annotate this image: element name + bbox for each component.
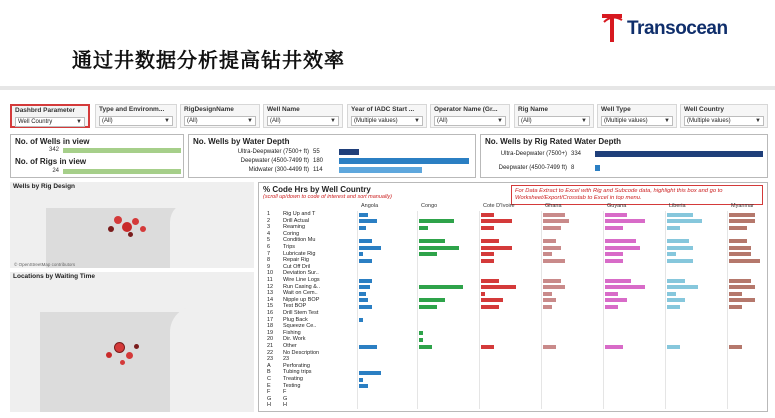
- code-number: B: [267, 369, 271, 376]
- code-number: A: [267, 362, 271, 369]
- rated-depth-value: 8: [571, 165, 575, 171]
- kpi-panel: [10, 134, 184, 178]
- code-bar[interactable]: [729, 219, 755, 223]
- country-header: Myanmar: [731, 203, 754, 209]
- filter-label: Rig Name: [518, 106, 548, 113]
- code-label: No Description: [283, 349, 320, 356]
- code-bar[interactable]: [419, 345, 432, 349]
- export-note[interactable]: For Data Extract to Excel with Rig and Subcode data, highlight this box and go to Worksheet/Export/Crosstab to Excel in top menu.: [511, 185, 763, 205]
- code-bar[interactable]: [359, 239, 372, 243]
- code-label: F: [283, 389, 287, 396]
- filter-label: Well Name: [267, 106, 300, 113]
- code-bar[interactable]: [667, 292, 676, 296]
- code-bar[interactable]: [481, 345, 494, 349]
- water-depth-label: Ultra-Deepwater (7500+ ft): [237, 149, 309, 155]
- code-bar[interactable]: [543, 252, 552, 256]
- filter-dropdown[interactable]: (Multiple values) ▼: [351, 116, 423, 126]
- code-bar[interactable]: [543, 345, 556, 349]
- code-label: Trips: [283, 244, 296, 250]
- chevron-down-icon: ▼: [664, 118, 670, 124]
- code-bar[interactable]: [419, 239, 445, 243]
- chevron-down-icon: ▼: [247, 118, 253, 124]
- code-bar[interactable]: [667, 259, 693, 263]
- water-depth-bar: [339, 149, 359, 155]
- code-bar[interactable]: [667, 298, 685, 302]
- code-bar[interactable]: [481, 298, 503, 302]
- country-header: Congo: [421, 203, 438, 209]
- code-bar[interactable]: [667, 305, 680, 309]
- rigs-count-bar: [63, 169, 181, 174]
- code-bar[interactable]: [667, 226, 680, 230]
- country-header: Cote D'Ivoire: [483, 203, 515, 209]
- wells-count-value: 342: [48, 147, 59, 153]
- column-gridline: [603, 211, 604, 409]
- filter-well-name[interactable]: [263, 104, 343, 128]
- code-bar[interactable]: [481, 292, 485, 296]
- filter-dropdown[interactable]: (All) ▼: [434, 116, 506, 126]
- code-label: 23: [283, 356, 290, 363]
- code-bar[interactable]: [667, 252, 676, 256]
- column-gridline: [665, 211, 666, 409]
- code-number: 10: [267, 270, 274, 277]
- filter-label: RigDesignName: [184, 106, 234, 113]
- code-bar[interactable]: [729, 259, 760, 263]
- code-number: 18: [267, 323, 274, 330]
- map-title: Locations by Waiting Time: [13, 273, 95, 280]
- code-bar[interactable]: [359, 219, 377, 223]
- chart-title: % Code Hrs by Well Country: [263, 185, 371, 194]
- code-bar[interactable]: [481, 285, 516, 289]
- code-bar[interactable]: [729, 213, 755, 217]
- map-marker[interactable]: [114, 342, 125, 353]
- code-label: Nipple up BOP: [283, 296, 320, 303]
- code-bar[interactable]: [419, 246, 459, 250]
- rated-depth-label: Deepwater (4500-7499 ft): [498, 165, 567, 171]
- code-bar[interactable]: [419, 219, 454, 223]
- water-depth-label: Midwater (300-4499 ft): [248, 167, 309, 173]
- code-bar[interactable]: [605, 345, 623, 349]
- map-marker[interactable]: [140, 226, 146, 232]
- code-label: Run Casing &..: [283, 283, 320, 290]
- filter-well-type[interactable]: [597, 104, 677, 128]
- column-gridline: [357, 211, 358, 409]
- code-bar[interactable]: [359, 345, 377, 349]
- code-label: Test BOP: [283, 303, 307, 310]
- code-bar[interactable]: [729, 239, 747, 243]
- water-depth-panel: [188, 134, 476, 178]
- land-area: [10, 306, 40, 412]
- code-bar[interactable]: [667, 219, 702, 223]
- country-header: Ghana: [545, 203, 562, 209]
- country-header: Guyana: [607, 203, 627, 209]
- chevron-down-icon: ▼: [581, 118, 587, 124]
- column-gridline: [727, 211, 728, 409]
- filter-bar: [8, 100, 770, 126]
- code-label: Tubing trips: [283, 369, 312, 376]
- map-marker[interactable]: [108, 226, 114, 232]
- rated-depth-bar: [595, 165, 600, 171]
- code-bar[interactable]: [419, 338, 423, 342]
- code-number: 21: [267, 343, 274, 349]
- code-bar[interactable]: [543, 246, 561, 250]
- code-bar[interactable]: [359, 226, 366, 230]
- filter-iadc-year[interactable]: [347, 104, 427, 128]
- filter-dropdown[interactable]: (All) ▼: [99, 116, 173, 126]
- code-bar[interactable]: [419, 298, 445, 302]
- code-bar[interactable]: [729, 226, 747, 230]
- code-number: 11: [267, 277, 273, 283]
- code-label: Condition Mu: [283, 237, 316, 244]
- filter-dropdown[interactable]: (All) ▼: [184, 116, 256, 126]
- code-bar[interactable]: [543, 305, 552, 309]
- code-bar[interactable]: [359, 246, 381, 250]
- code-bar[interactable]: [729, 252, 751, 256]
- map-credit: © OpenStreetMap contributors: [14, 262, 76, 267]
- filter-type-environment[interactable]: [95, 104, 177, 128]
- water-depth-bar: [339, 158, 469, 164]
- code-bar[interactable]: [359, 279, 372, 283]
- code-bar[interactable]: [605, 279, 631, 283]
- code-label: Repair Rig: [283, 257, 309, 264]
- rated-depth-bar: [595, 151, 763, 157]
- code-bar[interactable]: [359, 292, 366, 296]
- filter-rig-name[interactable]: [514, 104, 594, 128]
- code-number: 4: [267, 230, 271, 237]
- code-bar[interactable]: [419, 331, 423, 335]
- code-bar[interactable]: [481, 219, 512, 223]
- code-number: 1: [267, 211, 271, 217]
- code-bar[interactable]: [605, 305, 618, 309]
- code-bar[interactable]: [419, 285, 463, 289]
- code-bar[interactable]: [667, 285, 698, 289]
- code-bar[interactable]: [481, 239, 499, 243]
- code-bar[interactable]: [543, 292, 552, 296]
- map-waiting-time[interactable]: [10, 272, 254, 412]
- code-bar[interactable]: [359, 259, 372, 263]
- code-bar[interactable]: [667, 213, 693, 217]
- code-bar[interactable]: [419, 252, 437, 256]
- code-number: 23: [267, 356, 274, 363]
- column-gridline: [479, 211, 480, 409]
- code-number: G: [267, 395, 272, 402]
- code-number: 22: [267, 349, 274, 356]
- slide-title: 通过井数据分析提高钻井效率: [72, 48, 345, 72]
- map-marker[interactable]: [128, 232, 133, 237]
- water-depth-title: No. Wells by Water Depth: [193, 137, 290, 146]
- map-marker[interactable]: [106, 352, 112, 358]
- water-depth-bar: [339, 167, 422, 173]
- code-bar[interactable]: [667, 239, 689, 243]
- code-label: Perforating: [283, 362, 310, 369]
- dashboard: [8, 100, 770, 414]
- code-number: C: [267, 376, 271, 382]
- chevron-down-icon: ▼: [755, 118, 761, 124]
- map-marker[interactable]: [120, 360, 125, 365]
- code-label: Drill Stem Test: [283, 310, 319, 316]
- code-bar[interactable]: [543, 285, 565, 289]
- code-bar[interactable]: [605, 298, 627, 302]
- code-label: Rig Up and T: [283, 211, 316, 217]
- code-number: 5: [267, 237, 271, 244]
- column-gridline: [541, 211, 542, 409]
- code-number: 20: [267, 336, 274, 343]
- map-marker[interactable]: [126, 352, 133, 359]
- code-label: Plug Back: [283, 316, 308, 323]
- wells-count-label: No. of Wells in view: [15, 137, 90, 146]
- rigs-count-value: 24: [52, 168, 59, 174]
- code-bar[interactable]: [605, 213, 627, 217]
- code-bar[interactable]: [605, 219, 645, 223]
- water-depth-label: Deepwater (4500-7499 ft): [240, 158, 309, 164]
- code-bar[interactable]: [605, 226, 623, 230]
- code-number: 16: [267, 310, 274, 316]
- code-label: Deviation Sur..: [283, 270, 319, 277]
- code-bar[interactable]: [667, 345, 680, 349]
- chevron-down-icon: ▼: [414, 118, 420, 124]
- land-area: [170, 202, 254, 268]
- code-label: Cut Off Dril: [283, 263, 311, 270]
- code-bar[interactable]: [729, 305, 742, 309]
- rigs-count-label: No. of Rigs in view: [15, 157, 87, 166]
- water-depth-value: 55: [313, 149, 320, 155]
- code-number: 12: [267, 283, 274, 290]
- code-number: 13: [267, 290, 274, 297]
- code-number: 9: [267, 263, 271, 270]
- code-bar[interactable]: [481, 279, 499, 283]
- code-number: 15: [267, 303, 274, 310]
- filter-label: Well Type: [601, 106, 631, 113]
- filter-dropdown[interactable]: (All) ▼: [518, 116, 590, 126]
- code-number: F: [267, 389, 271, 396]
- code-bar[interactable]: [419, 226, 428, 230]
- chevron-down-icon: ▼: [497, 118, 503, 124]
- country-header: Liberia: [669, 203, 686, 209]
- code-bar[interactable]: [543, 226, 561, 230]
- filter-dropdown[interactable]: (All) ▼: [267, 116, 339, 126]
- code-bar[interactable]: [729, 298, 755, 302]
- code-number: 17: [267, 316, 274, 323]
- rated-depth-label: Ultra-Deepwater (7500+): [500, 151, 567, 157]
- map-marker[interactable]: [134, 344, 139, 349]
- code-bar[interactable]: [729, 292, 742, 296]
- code-label: Drill Actual: [283, 217, 309, 224]
- code-label: Reaming: [283, 224, 306, 231]
- code-bar[interactable]: [667, 246, 693, 250]
- code-number: 8: [267, 257, 271, 264]
- code-bar[interactable]: [419, 305, 437, 309]
- map-marker[interactable]: [122, 222, 132, 232]
- code-bar[interactable]: [359, 213, 368, 217]
- code-bar[interactable]: [481, 259, 494, 263]
- code-label: Lubricate Rig: [283, 250, 316, 257]
- code-label: Other: [283, 343, 297, 349]
- code-label: Dir. Work: [283, 336, 306, 343]
- filter-dropdown[interactable]: Well Country ▼: [15, 117, 85, 127]
- code-number: E: [267, 382, 271, 389]
- code-label: Squeeze Ce..: [283, 323, 317, 330]
- wells-count-bar: [63, 148, 181, 153]
- code-number: 3: [267, 224, 271, 231]
- filter-dashbrd-parameter[interactable]: [10, 104, 90, 128]
- map-marker[interactable]: [132, 218, 139, 225]
- code-label: Coring: [283, 230, 300, 237]
- code-bar[interactable]: [481, 246, 512, 250]
- filter-operator-name[interactable]: [430, 104, 510, 128]
- code-bar[interactable]: [359, 384, 368, 388]
- water-depth-value: 180: [313, 158, 324, 164]
- country-header: Angola: [361, 203, 379, 209]
- code-label: G: [283, 395, 288, 402]
- code-bar[interactable]: [729, 285, 755, 289]
- chevron-down-icon: ▼: [76, 119, 82, 125]
- code-number: 19: [267, 329, 274, 336]
- column-gridline: [417, 211, 418, 409]
- filter-rig-design[interactable]: [180, 104, 260, 128]
- code-bar[interactable]: [543, 219, 569, 223]
- filter-well-country[interactable]: [680, 104, 768, 128]
- code-bar[interactable]: [605, 252, 623, 256]
- rated-depth-panel: [480, 134, 768, 178]
- code-bar[interactable]: [543, 298, 556, 302]
- code-bar[interactable]: [481, 252, 494, 256]
- land-area: [10, 202, 46, 268]
- filter-label: Well Country: [684, 106, 724, 113]
- code-bar[interactable]: [359, 252, 363, 256]
- code-bar[interactable]: [605, 246, 640, 250]
- code-bar[interactable]: [605, 285, 645, 289]
- code-bar[interactable]: [359, 371, 381, 375]
- chevron-down-icon: ▼: [330, 118, 336, 124]
- land-area: [170, 306, 254, 412]
- code-bar[interactable]: [543, 213, 565, 217]
- rated-depth-title: No. Wells by Rig Rated Water Depth: [485, 137, 622, 146]
- code-label: Fishing: [283, 329, 301, 336]
- code-label: Wire Line Logs: [283, 277, 320, 283]
- filter-label: Year of IADC Start ...: [351, 106, 415, 113]
- rated-depth-value: 334: [571, 151, 582, 157]
- code-label: H: [283, 402, 287, 409]
- title-divider: [0, 86, 775, 90]
- code-bar[interactable]: [605, 292, 618, 296]
- code-number: 6: [267, 244, 271, 250]
- code-bar[interactable]: [543, 239, 556, 243]
- code-bar[interactable]: [359, 285, 370, 289]
- code-bar[interactable]: [481, 226, 494, 230]
- filter-label: Dashbrd Parameter: [15, 107, 75, 114]
- code-number: H: [267, 402, 271, 409]
- filter-label: Type and Environm...: [99, 106, 165, 113]
- code-hours-chart: [258, 182, 768, 412]
- water-depth-value: 114: [313, 167, 323, 173]
- code-bar[interactable]: [543, 259, 565, 263]
- code-bar[interactable]: [729, 246, 751, 250]
- code-bar[interactable]: [359, 298, 368, 302]
- code-label: Treating: [283, 376, 303, 382]
- filter-dropdown[interactable]: (Multiple values) ▼: [684, 116, 764, 126]
- code-label: Wait on Cem..: [283, 290, 318, 297]
- code-bar[interactable]: [359, 305, 372, 309]
- code-label: Testing: [283, 382, 301, 389]
- map-rig-design[interactable]: [10, 182, 254, 268]
- chevron-down-icon: ▼: [164, 118, 170, 124]
- code-number: 2: [267, 217, 271, 224]
- code-bar[interactable]: [605, 239, 636, 243]
- code-bar[interactable]: [543, 279, 561, 283]
- logo-wordmark: Transocean: [627, 18, 728, 39]
- code-bar[interactable]: [359, 378, 363, 382]
- filter-dropdown[interactable]: (Multiple values) ▼: [601, 116, 673, 126]
- code-bar[interactable]: [729, 345, 742, 349]
- code-bar[interactable]: [605, 259, 623, 263]
- code-number: 14: [267, 296, 274, 303]
- map-title: Wells by Rig Design: [13, 183, 76, 190]
- chart-subtitle: (scroll up/down to code of interest and sort manually): [263, 194, 393, 200]
- map-marker[interactable]: [114, 216, 122, 224]
- code-bar[interactable]: [481, 305, 499, 309]
- code-number: 7: [267, 250, 271, 257]
- filter-label: Operator Name (Gr...: [434, 106, 498, 113]
- code-bar[interactable]: [481, 213, 494, 217]
- code-bar[interactable]: [359, 318, 363, 322]
- code-bar[interactable]: [667, 279, 685, 283]
- code-bar[interactable]: [729, 279, 751, 283]
